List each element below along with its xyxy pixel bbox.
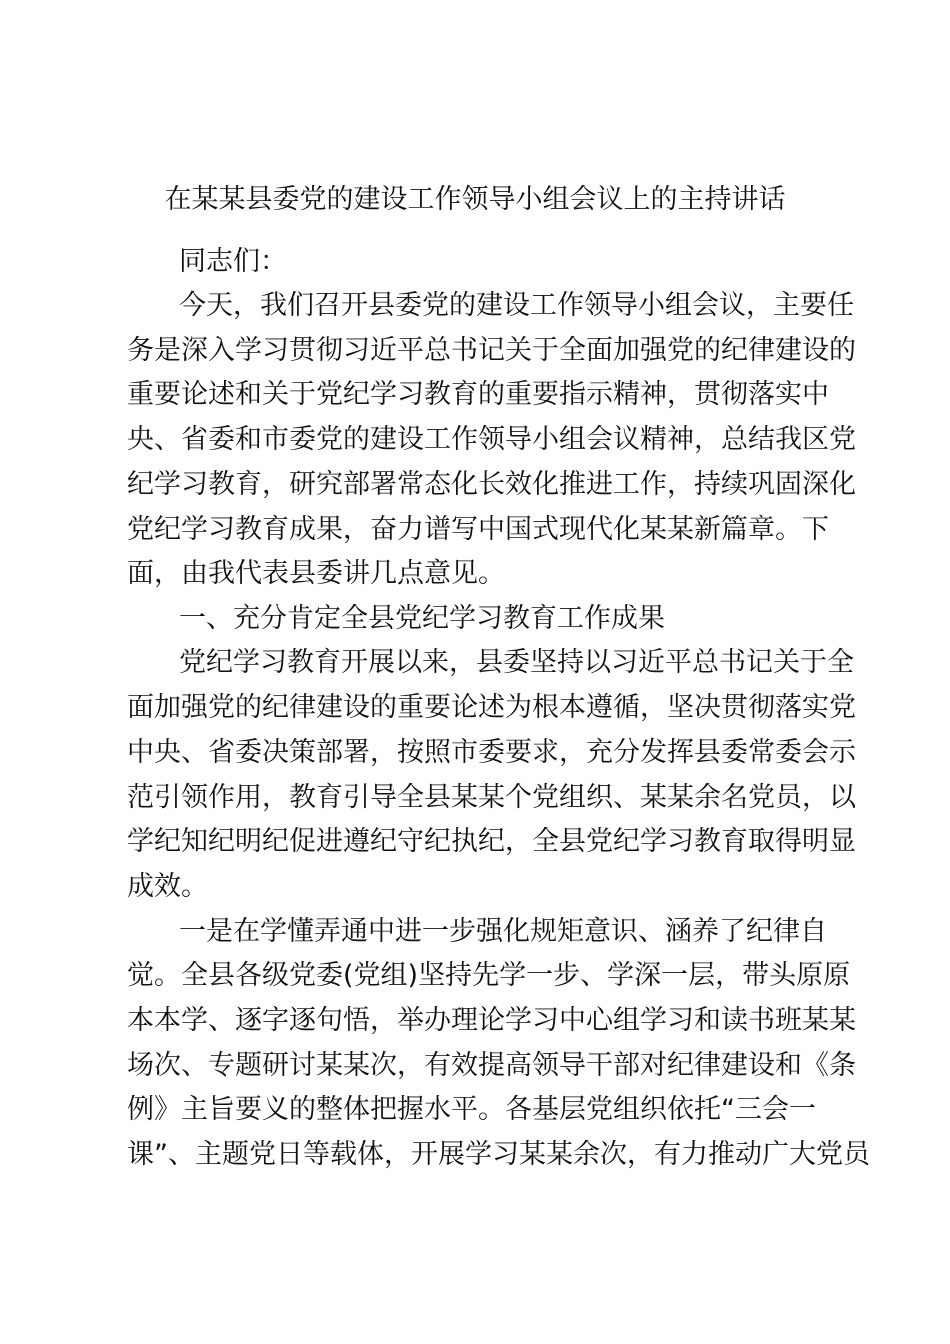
- paragraph-line: 面加强党的纪律建设的重要论述为根本遵循，坚决贯彻落实党: [127, 692, 856, 723]
- paragraph-line: 一是在学懂弄通中进一步强化规矩意识、涵养了纪律自: [179, 916, 827, 947]
- paragraph-line: 央、省委和市委党的建设工作领导小组会议精神，总结我区党: [127, 424, 856, 455]
- paragraph-line: 例》主旨要义的整体把握水平。各基层党组织依托“三会一: [127, 1094, 816, 1125]
- paragraph-line: 课”、主题党日等载体，开展学习某某余次，有力推动广大党员: [127, 1139, 870, 1170]
- paragraph-line: 中央、省委决策部署，按照市委要求，充分发挥县委常委会示: [127, 737, 856, 768]
- section-heading: 一、充分肯定全县党纪学习教育工作成果: [179, 603, 665, 634]
- paragraph-line: 场次、专题研讨某某次，有效提高领导干部对纪律建设和《条: [127, 1050, 856, 1081]
- paragraph-line: 纪学习教育，研究部署常态化长效化推进工作，持续巩固深化: [127, 469, 856, 500]
- salutation: 同志们：: [179, 246, 287, 277]
- paragraph-line: 觉。全县各级党委(党组)坚持先学一步、学深一层，带头原原: [127, 960, 851, 991]
- paragraph-line: 今天，我们召开县委党的建设工作领导小组会议，主要任: [179, 290, 854, 321]
- paragraph-line: 重要论述和关于党纪学习教育的重要指示精神，贯彻落实中: [127, 379, 829, 410]
- paragraph-line: 党纪学习教育成果，奋力谱写中国式现代化某某新篇章。下: [127, 514, 829, 545]
- document-title: 在某某县委党的建设工作领导小组会议上的主持讲话: [164, 184, 786, 215]
- paragraph-line: 务是深入学习贯彻习近平总书记关于全面加强党的纪律建设的: [127, 335, 856, 366]
- paragraph-line: 学纪知纪明纪促进遵纪守纪执纪，全县党纪学习教育取得明显: [127, 826, 856, 857]
- paragraph-line: 本本学、逐字逐句悟，举办理论学习中心组学习和读书班某某: [127, 1005, 856, 1036]
- paragraph-line: 面，由我代表县委讲几点意见。: [127, 558, 505, 589]
- paragraph-line: 成效。: [127, 871, 208, 902]
- paragraph-line: 范引领作用，教育引导全县某某个党组织、某某余名党员，以: [127, 782, 856, 813]
- paragraph-line: 党纪学习教育开展以来，县委坚持以习近平总书记关于全: [179, 647, 854, 678]
